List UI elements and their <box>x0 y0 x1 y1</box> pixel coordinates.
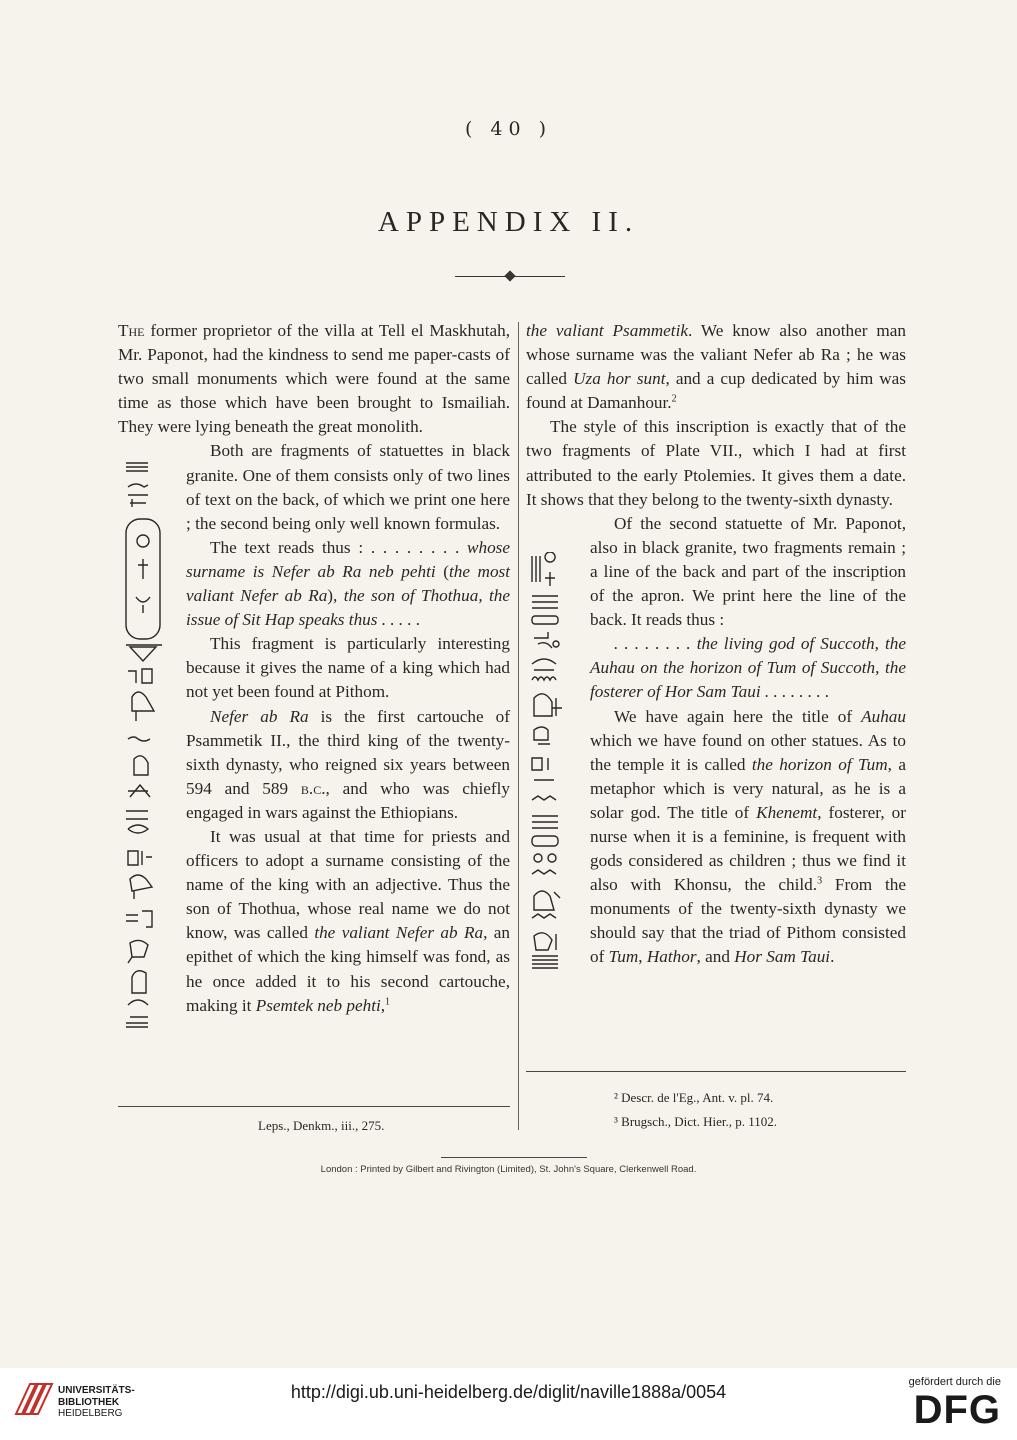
right-column <box>526 319 906 970</box>
dfg-logo[interactable]: DFG <box>913 1388 1001 1432</box>
library-name-line: UNIVERSITÄTS- <box>58 1385 135 1396</box>
left-paragraph-1 <box>118 319 510 439</box>
italic-run: the son of Thothua, the issue of Sit Hap speaks thus . . . . . <box>186 586 510 630</box>
text-run: , <box>638 947 647 967</box>
text-run: , and who was chiefly engaged in wars against the Ethiopians. <box>186 778 510 822</box>
text-run: The text reads thus : . . . . . . . . <box>210 537 468 557</box>
text-run: b.c. <box>300 778 326 798</box>
italic-run: Psemtek neb pehti <box>255 995 381 1015</box>
footnote-rule-right <box>526 1071 906 1072</box>
text-run: . <box>830 947 835 967</box>
right-paragraph-4 <box>590 632 906 704</box>
library-name-line: BIBLIOTHEK <box>58 1396 120 1408</box>
left-paragraph-6 <box>186 825 510 1018</box>
column-divider <box>518 322 519 1130</box>
library-name-line: HEIDELBERG <box>58 1408 123 1419</box>
text-run: which we have found on other statues. As to the temple it is called <box>590 730 906 774</box>
text-run: From the monuments of the twenty-sixth dynasty we should say that the triad of Pithom consisted of <box>590 875 906 967</box>
text-run: , and <box>696 947 735 967</box>
left-paragraph-5 <box>186 705 510 825</box>
printer-rule <box>441 1157 587 1158</box>
text-run: We have again here the title of <box>614 706 862 726</box>
printer-imprint: London : Printed by Gilbert and Rivington (Limited), St. John's Square, Clerkenwell Road. <box>320 1164 697 1175</box>
footer-bar <box>0 1368 1017 1440</box>
right-paragraph-1 <box>526 319 906 415</box>
left-paragraph-4: This fragment is particularly interesting because it gives the name of a king which had not yet been found at Pithom. <box>186 634 510 702</box>
italic-run: the horizon of Tum <box>751 754 888 774</box>
page-title: APPENDIX II. <box>377 206 640 238</box>
text-run: , an epithet of which the king himself was fond, as he once added it to his second cartouche, making it <box>186 923 510 1015</box>
drop-word: The <box>118 321 145 340</box>
italic-run: Tum <box>608 947 639 967</box>
sponsor-caption: gefördert durch die <box>908 1376 1001 1388</box>
right-paragraph-3: Of the second statuette of Mr. Paponot, also in black granite, two fragments remain ; a line of the back and part of the inscription of the apron. We print here the line of the back. It reads thus : <box>590 513 906 630</box>
italic-run: Hor Sam Taui <box>734 947 831 967</box>
italic-run: Khenemt <box>756 802 818 822</box>
text-run: is the first cartouche of Psammetik II., the third king of the twenty-sixth dynasty, who reigned six years between 594 and 589 <box>186 706 510 798</box>
text-run: , <box>380 995 386 1015</box>
left-paragraph-3 <box>186 536 510 632</box>
italic-run: . . . . . . . . the living god of Succoth, the Auhau on the horizon of Tum of Succoth, the fosterer of Hor Sam Taui . . . . . . . . <box>590 634 906 702</box>
footnote-3: ³ Brugsch., Dict. Hier., p. 1102. <box>614 1114 778 1129</box>
permalink[interactable]: http://digi.ub.uni-heidelberg.de/diglit/naville1888a/0054 <box>290 1382 727 1402</box>
footnote-marker: 2 <box>671 393 677 405</box>
footnote-marker: 3 <box>817 875 823 887</box>
left-paragraph-2: Both are fragments of statuettes in black granite. One of them consists only of two lines of text on the back, of which we print one here ; the second being only well known formulas. <box>186 441 510 533</box>
footnote-rule-left <box>118 1106 510 1107</box>
text-run: , and a cup dedicated by him was found at Damanhour. <box>526 369 906 413</box>
italic-run: the most valiant Nefer ab Ra <box>186 561 511 606</box>
left-column <box>118 319 510 1018</box>
page-number: ( 40 ) <box>464 118 553 140</box>
italic-run: whose surname is Nefer ab Ra neb pehti <box>186 537 510 581</box>
text-run: It was usual at that time for priests and officers to adopt a surname consisting of the name of the king with an adjective. Thus the son of Thothua, whose real name we do not know, was called <box>186 826 510 943</box>
footnote-1: Leps., Denkm., iii., 275. <box>258 1118 385 1133</box>
footnote-marker: 1 <box>385 995 391 1007</box>
text-run: , a metaphor which is very natural, as he is a solar god. The title of <box>590 754 906 822</box>
italic-run: Nefer ab Ra <box>210 706 309 726</box>
text-run: . We know also another man whose surname was the valiant Nefer ab Ra ; he was called <box>526 321 906 389</box>
italic-run: the valiant Nefer ab Ra <box>314 923 484 943</box>
text-run: , fosterer, or nurse when it is a feminine, is frequent with gods considered as children ; thus we find it also with Khonsu, the child. <box>590 802 906 895</box>
right-paragraph-2: The style of this inscription is exactly that of the two fragments of Plate VII., which I had at first attributed to the early Ptolemies. It gives them a date. It shows that they belong to the twenty-sixth dynasty. <box>526 417 906 509</box>
text-run: ), <box>327 586 344 606</box>
italic-run: Uza hor sunt <box>573 369 666 389</box>
italic-run: Hathor <box>646 947 697 967</box>
text-run: ( <box>435 561 449 581</box>
left-paragraph-1-text: former proprietor of the villa at Tell el Maskhutah, Mr. Paponot, had the kindness to send me paper-casts of two small monuments which were found at the same time as those which have been brought to Ismailiah. They were lying beneath the great monolith. <box>118 321 510 437</box>
italic-run: Auhau <box>861 706 906 726</box>
italic-run: the valiant Psammetik <box>526 321 688 340</box>
title-ornament-diamond <box>504 270 515 281</box>
right-paragraph-5 <box>590 705 906 970</box>
footnote-2: ² Descr. de l'Eg., Ant. v. pl. 74. <box>614 1090 774 1105</box>
